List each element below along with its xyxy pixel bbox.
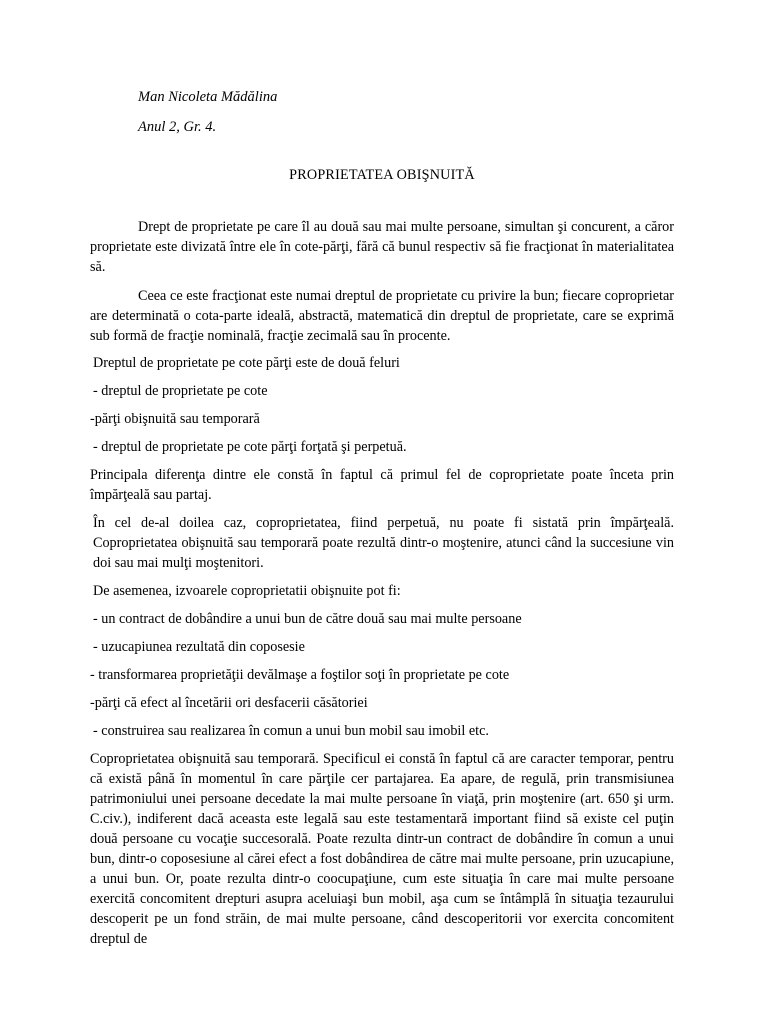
document-title: PROPRIETATEA OBIŞNUITĂ xyxy=(289,167,475,183)
list-item: -părţi că efect al încetării ori desfacerii căsătoriei xyxy=(90,695,368,711)
paragraph-types-intro: Dreptul de proprietate pe cote părţi este de două feluri xyxy=(93,355,400,371)
paragraph-second-case: În cel de-al doilea caz, coproprietatea, fiind perpetuă, nu poate fi sistată prin împărţeală. Coproprietatea obişnuită sau temporară poate rezultă dintr-o moştenire, atunci când la succesiune vin doi sau mai mulţi moştenitori. xyxy=(93,515,674,571)
list-item: - construirea sau realizarea în comun a unui bun mobil sau imobil etc. xyxy=(93,723,489,739)
student-group: Anul 2, Gr. 4. xyxy=(138,119,217,135)
paragraph-fractioning: Ceea ce este fracţionat este numai dreptul de proprietate cu privire la bun; fiecare coproprietar are determinată o cota-parte ideală, abstractă, matematică din dreptul de proprietate, care se exprimă sub formă de fracţie nominală, fracţie zecimală sau în procente. xyxy=(90,288,674,344)
list-item: - dreptul de proprietate pe cote xyxy=(93,383,268,399)
paragraph-definition: Drept de proprietate pe care îl au două sau mai multe persoane, simultan şi concurent, a căror proprietate este divizată între ele în cote-părţi, fără că bunul respectiv să fie fracţionat în materialitatea să. xyxy=(90,219,674,275)
document-body xyxy=(90,217,674,949)
paragraph-sources-intro: De asemenea, izvoarele coproprietatii obişnuite pot fi: xyxy=(93,583,401,599)
paragraph-difference: Principala diferenţa dintre ele constă în faptul că primul fel de coproprietate poate înceta prin împărţeală sau partaj. xyxy=(90,467,674,503)
list-item: - uzucapiunea rezultată din coposesie xyxy=(93,639,305,655)
paragraph-temporary-coownership: Coproprietatea obişnuită sau temporară. Specificul ei constă în faptul că are caracter temporar, pentru că există până în momentul în care părţile cer partajarea. Ea apare, de regulă, prin transmisiunea patrimoniului unei persoane decedate la mai multe persoane în viaţă, prin moştenire (art. 650 şi urm. C.civ.), indiferent dacă aceasta este legală sau este testamentară important fiind să existe cel puţin două persoane cu vocaţie succesorală. Poate rezulta dintr-un contract de dobândire în comun a unui bun, dintr-o coposesiune al cărei efect a fost dobândirea de către mai multe persoane, prin uzucapiune, a unui bun. Or, poate rezulta dintr-o coocupaţiune, cum este situaţia în care mai multe persoane exercită concomitent drepturi asupra aceluiaşi bun mobil, aşa cum se întâmplă în situaţia tezaurului descoperit pe un fond străin, de mai multe persoane, când descoperitorii vor exercita concomitent dreptul de xyxy=(90,751,674,947)
list-item: - transformarea proprietăţii devălmaşe a foştilor soţi în proprietate pe cote xyxy=(90,667,510,683)
list-item: - dreptul de proprietate pe cote părţi forţată şi perpetuă. xyxy=(93,439,407,455)
author-name: Man Nicoleta Mădălina xyxy=(138,89,278,105)
list-item: - un contract de dobândire a unui bun de către două sau mai multe persoane xyxy=(93,611,522,627)
list-item: -părţi obişnuită sau temporară xyxy=(90,411,260,427)
